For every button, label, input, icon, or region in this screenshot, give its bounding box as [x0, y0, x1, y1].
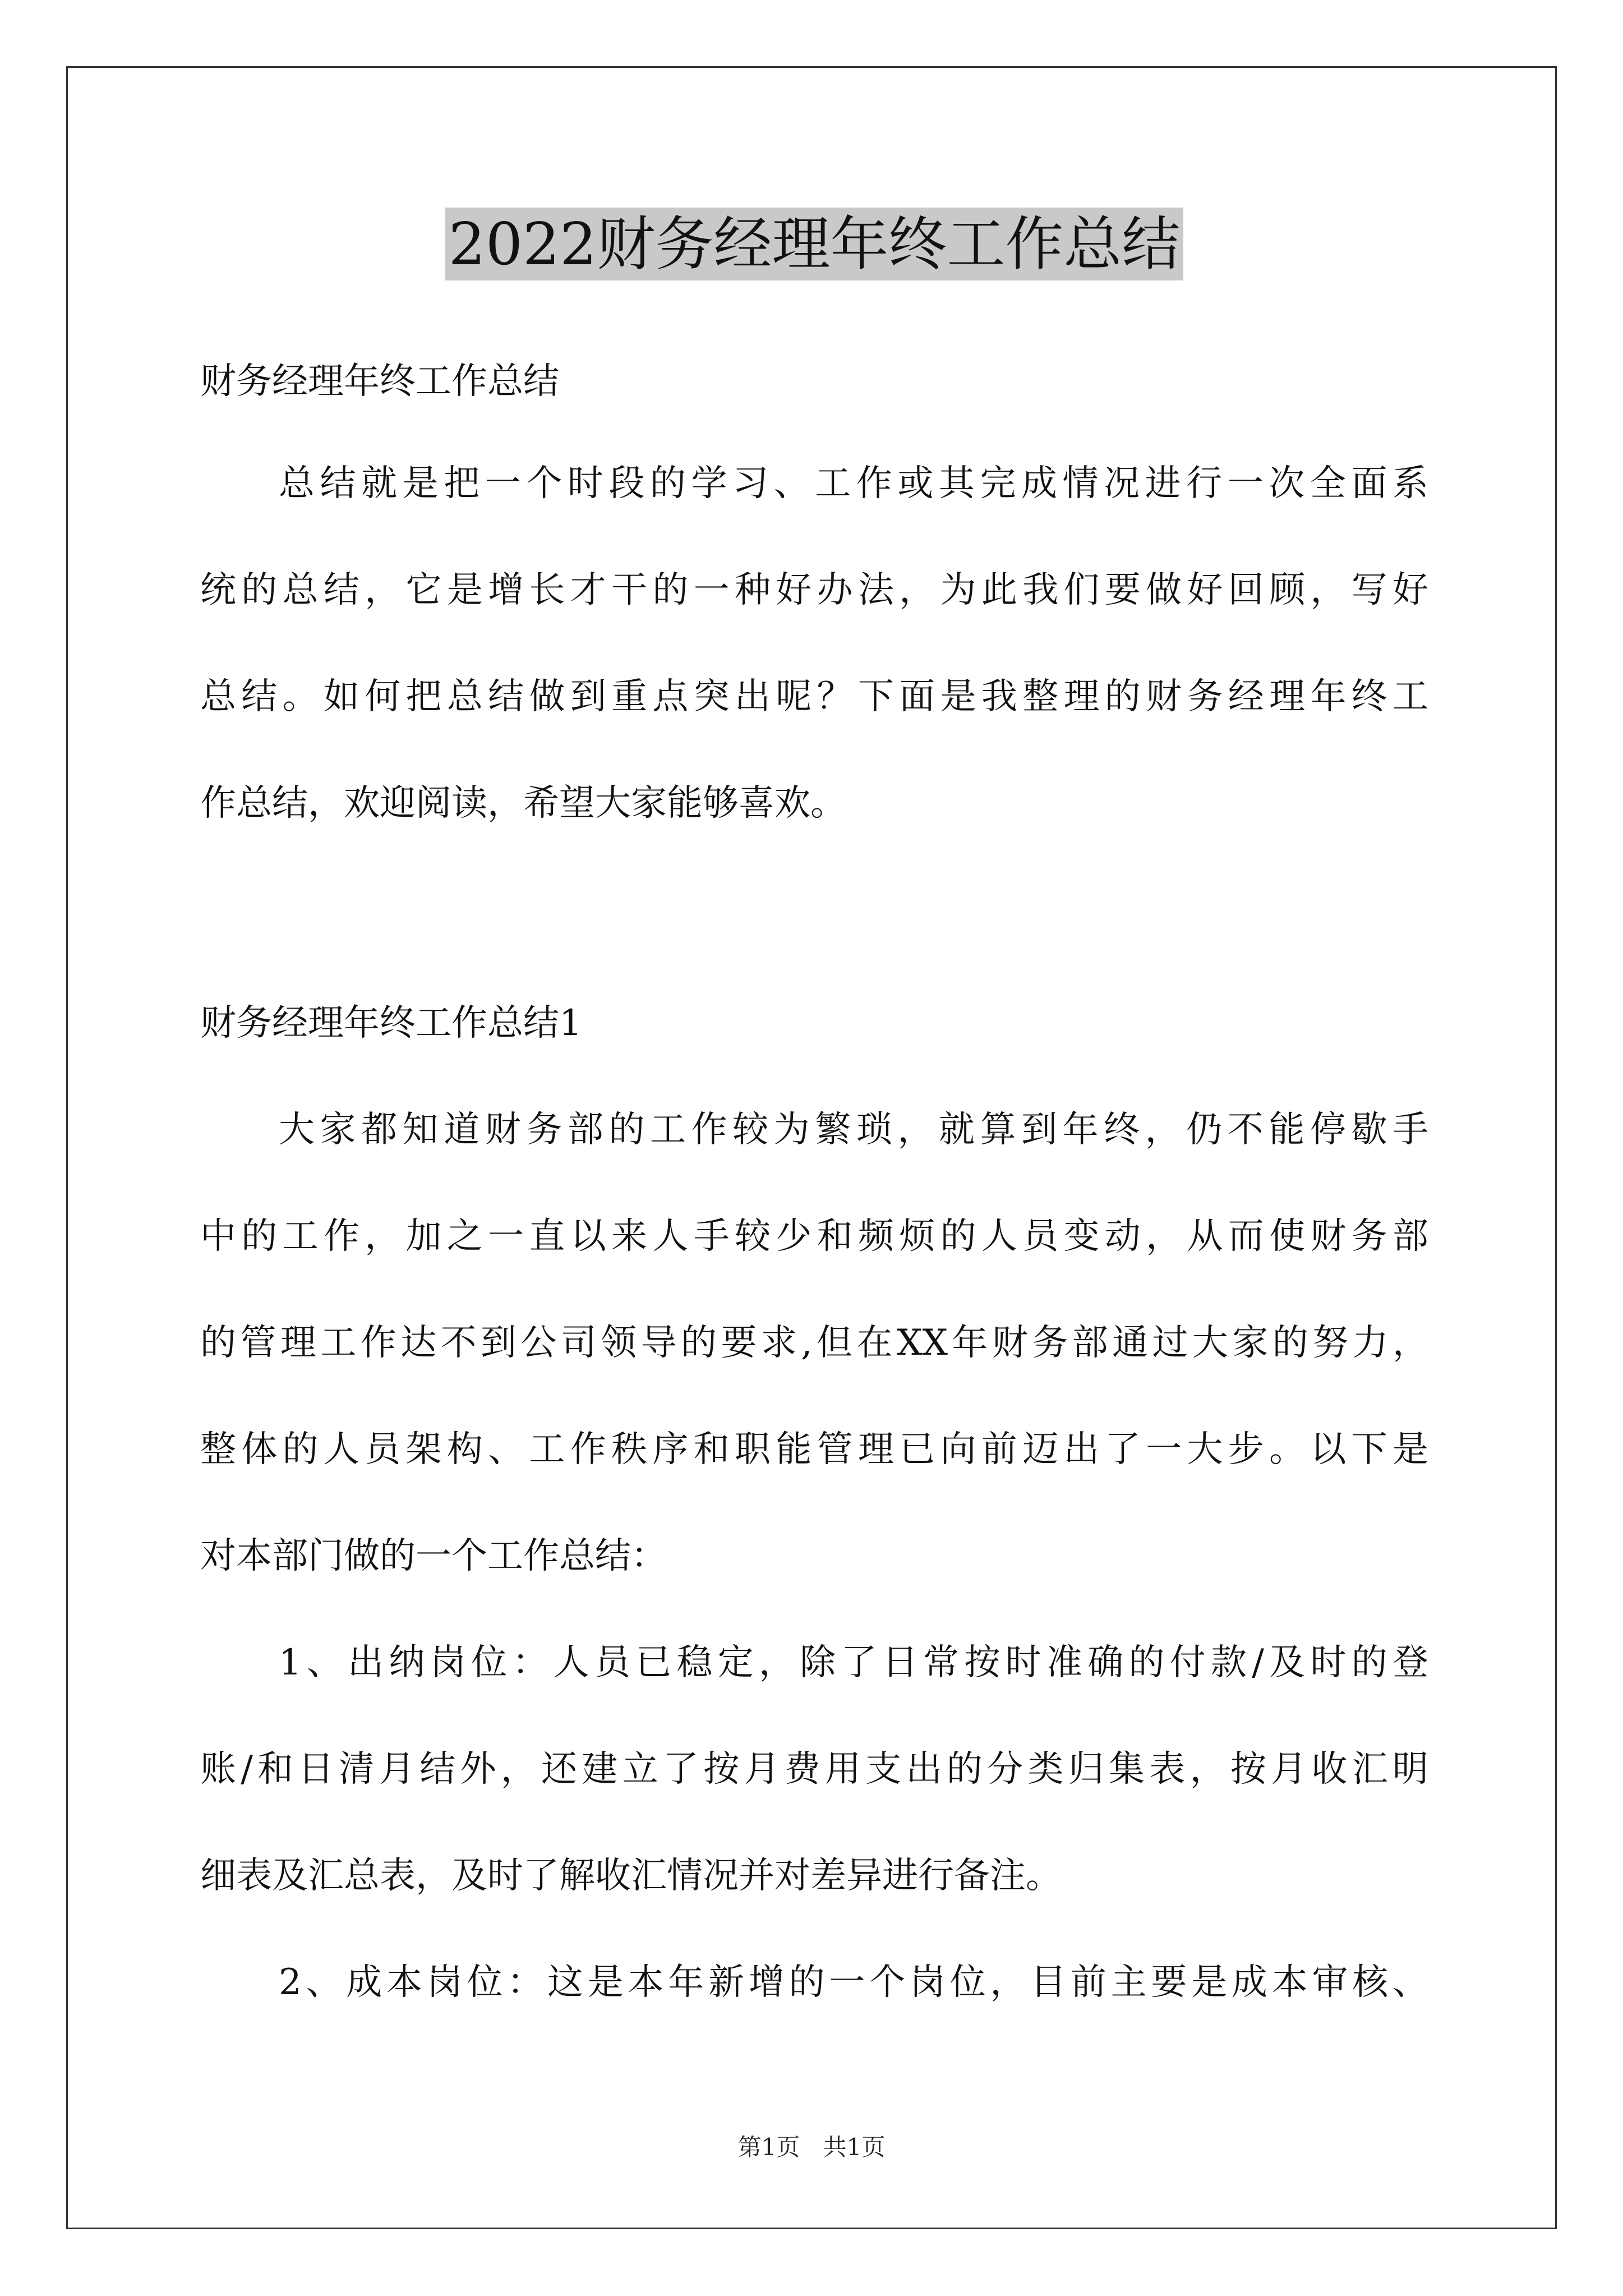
section-heading: 财务经理年终工作总结 — [200, 361, 559, 402]
document-title: 2022财务经理年终工作总结 — [445, 208, 1184, 280]
page-footer — [0, 2132, 1623, 2163]
paragraph-line: 大家都知道财务部的工作较为繁琐，就算到年终，仍不能停歇手 — [279, 1109, 1428, 1151]
paragraph-line: 作总结，欢迎阅读，希望大家能够喜欢。 — [200, 783, 846, 824]
section-heading: 财务经理年终工作总结1 — [200, 1002, 582, 1044]
paragraph-line: 统的总结，它是增长才干的一种好办法，为此我们要做好回顾，写好 — [200, 569, 1428, 611]
list-item-line: 账/和日清月结外，还建立了按月费用支出的分类归集表，按月收汇明 — [200, 1749, 1428, 1790]
list-item-line: 1、出纳岗位：人员已稳定，除了日常按时准确的付款/及时的登 — [279, 1642, 1428, 1683]
title-wrap — [200, 208, 1428, 280]
list-item-line: 2、成本岗位：这是本年新增的一个岗位，目前主要是成本审核、 — [279, 1962, 1428, 2003]
paragraph-line: 中的工作，加之一直以来人手较少和频烦的人员变动，从而使财务部 — [200, 1216, 1428, 1257]
page-total: 共1页 — [823, 2133, 886, 2161]
paragraph-line: 对本部门做的一个工作总结： — [200, 1535, 667, 1577]
page-current: 第1页 — [737, 2133, 800, 2161]
paragraph-line: 的管理工作达不到公司领导的要求,但在XX年财务部通过大家的努力， — [200, 1322, 1428, 1364]
paragraph-line: 总结就是把一个时段的学习、工作或其完成情况进行一次全面系 — [279, 463, 1428, 504]
paragraph-line: 整体的人员架构、工作秩序和职能管理已向前迈出了一大步。以下是 — [200, 1429, 1428, 1470]
paragraph-line: 总结。如何把总结做到重点突出呢？下面是我整理的财务经理年终工 — [200, 676, 1428, 717]
list-item-line: 细表及汇总表，及时了解收汇情况并对差异进行备注。 — [200, 1855, 1062, 1897]
